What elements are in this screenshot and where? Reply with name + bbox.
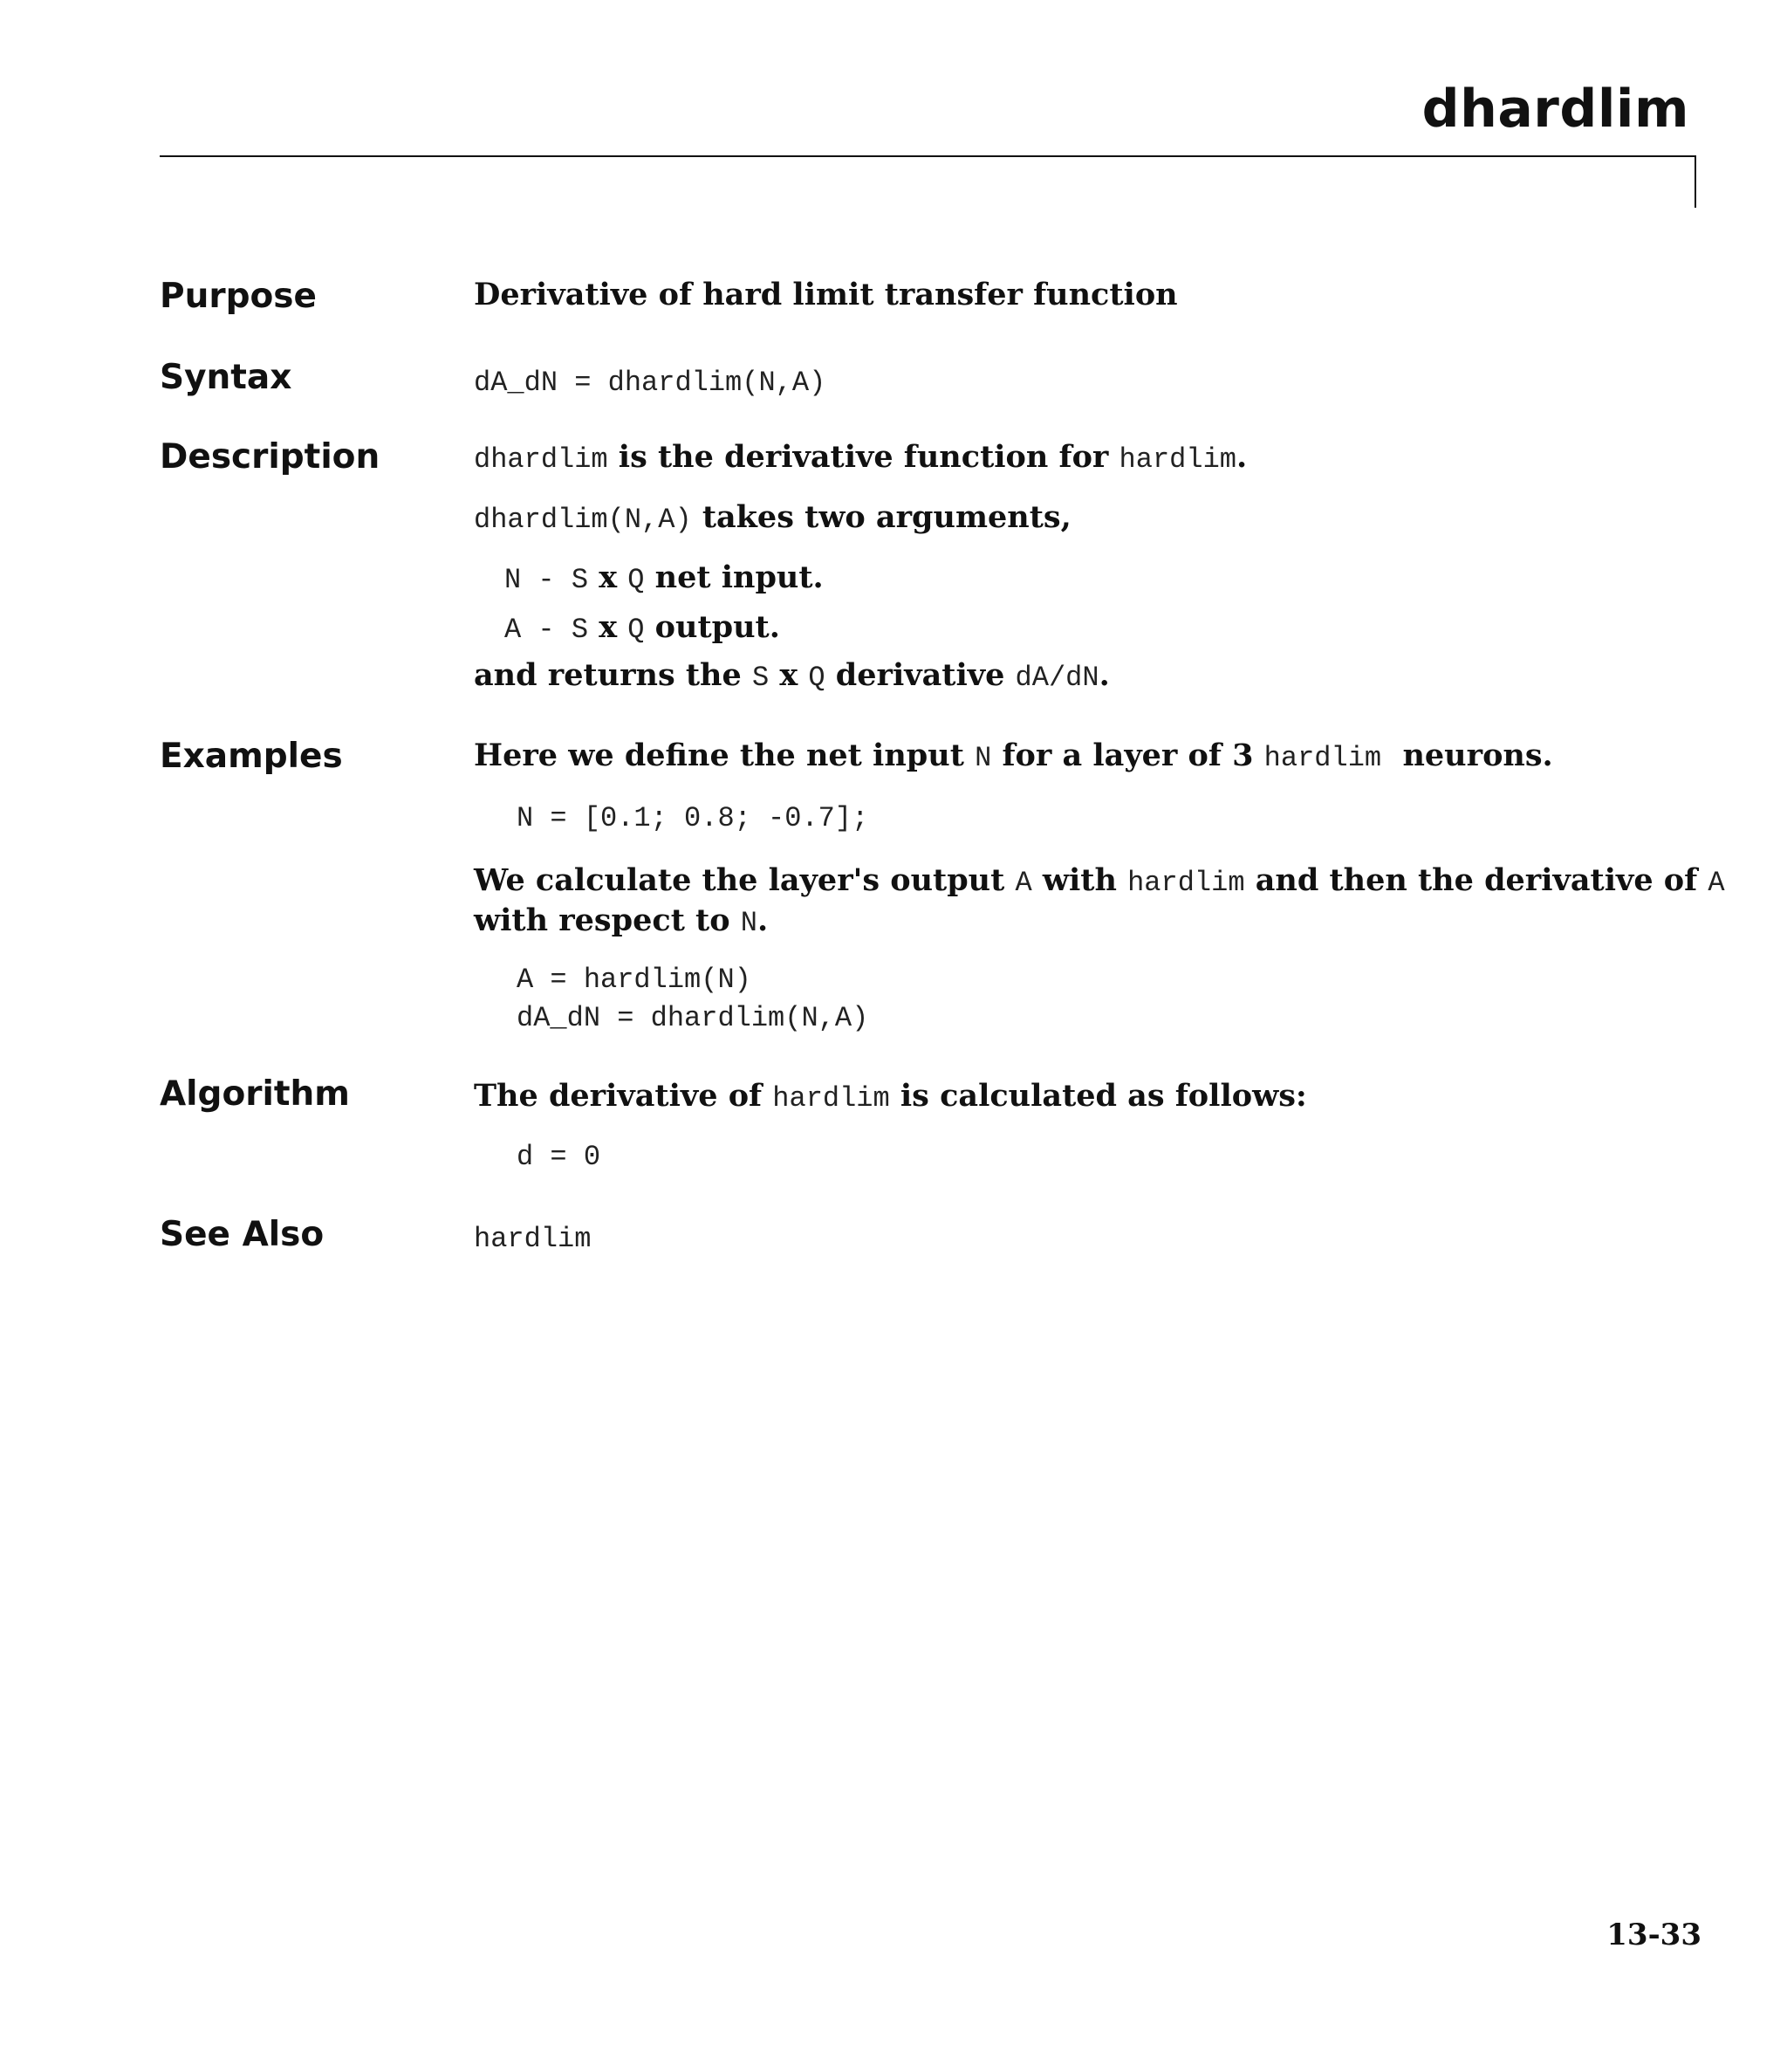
syntax-code: dA_dN = dhardlim(N,A): [474, 367, 826, 399]
description-line-1-text: is the derivative function for: [607, 439, 1119, 475]
arg-n: [504, 557, 824, 599]
algorithm-t2: is calculated as follows:: [889, 1078, 1307, 1114]
code-hardlim: hardlim: [1119, 443, 1236, 476]
examples-label: Examples: [160, 737, 343, 776]
arg-a-name: A: [504, 614, 522, 646]
examples-code-2-line-2: dA_dN = dhardlim(N,A): [517, 1002, 869, 1034]
code-a: A: [1708, 867, 1725, 899]
examples-intro-t3: neurons.: [1381, 738, 1553, 773]
returns-end: .: [1099, 657, 1110, 693]
header-rule-corner: [1695, 155, 1696, 208]
description-line-2-text: takes two arguments,: [691, 499, 1072, 535]
examples-code-2-line-1: A = hardlim(N): [517, 964, 751, 996]
returns-code: dA/dN: [1015, 662, 1099, 694]
returns-text-2: derivative: [825, 657, 1016, 693]
examples-para-line-2: [474, 900, 768, 942]
examples-intro-t2: for a layer of 3: [991, 738, 1264, 773]
arg-n-name: N: [504, 564, 522, 596]
arg-n-s: S: [571, 564, 589, 596]
algorithm-t1: The derivative of: [474, 1078, 773, 1114]
code-a: A: [1015, 867, 1032, 899]
arg-n-x: x: [588, 559, 628, 595]
arg-a: [504, 607, 780, 648]
arg-a-q: Q: [627, 614, 645, 646]
examples-intro: [474, 735, 1553, 777]
page-number: 13-33: [1606, 1918, 1701, 1952]
examples-code-1: N = [0.1; 0.8; -0.7];: [517, 802, 869, 834]
algorithm-code: d = 0: [517, 1141, 601, 1173]
arg-n-dash: -: [521, 564, 572, 596]
description-line-1: [474, 436, 1247, 478]
para-t5: .: [757, 902, 769, 938]
arg-a-dash: -: [521, 614, 572, 646]
arg-a-desc: output.: [644, 609, 780, 645]
code-hardlim: hardlim: [772, 1082, 890, 1115]
para-t1: We calculate the layer's output: [474, 862, 1016, 898]
para-t3: and then the derivative of: [1244, 862, 1708, 898]
arg-a-s: S: [571, 614, 589, 646]
returns-s: S: [751, 662, 770, 694]
returns-x: x: [769, 657, 809, 693]
returns-text: and returns the: [474, 657, 752, 693]
examples-para-line-1: [474, 860, 1725, 902]
para-t2: with: [1031, 862, 1128, 898]
algorithm-text: [474, 1075, 1307, 1117]
purpose-label: Purpose: [160, 277, 317, 316]
see-also-label: See Also: [160, 1215, 325, 1254]
purpose-text: Derivative of hard limit transfer function: [474, 277, 1178, 312]
arg-n-desc: net input.: [644, 559, 824, 595]
para-t4: with respect to: [474, 902, 741, 938]
description-returns: [474, 655, 1110, 696]
description-line-1-end: .: [1236, 439, 1248, 475]
code-dhardlim-call: dhardlim(N,A): [474, 504, 692, 536]
examples-intro-t1: Here we define the net input: [474, 738, 976, 773]
returns-q: Q: [808, 662, 825, 694]
arg-n-q: Q: [627, 564, 645, 596]
code-hardlim: hardlim: [1127, 867, 1245, 899]
code-dhardlim: dhardlim: [474, 443, 608, 476]
description-label: Description: [160, 437, 380, 477]
code-n: N: [740, 907, 757, 939]
algorithm-label: Algorithm: [160, 1074, 350, 1114]
arg-a-x: x: [588, 609, 628, 645]
code-n: N: [975, 742, 992, 774]
page-title: dhardlim: [1421, 79, 1689, 140]
code-hardlim: hardlim: [1263, 742, 1382, 774]
syntax-label: Syntax: [160, 358, 292, 397]
description-line-2: [474, 497, 1072, 539]
header-rule: [160, 155, 1696, 157]
see-also-link-hardlim[interactable]: hardlim: [474, 1223, 592, 1255]
